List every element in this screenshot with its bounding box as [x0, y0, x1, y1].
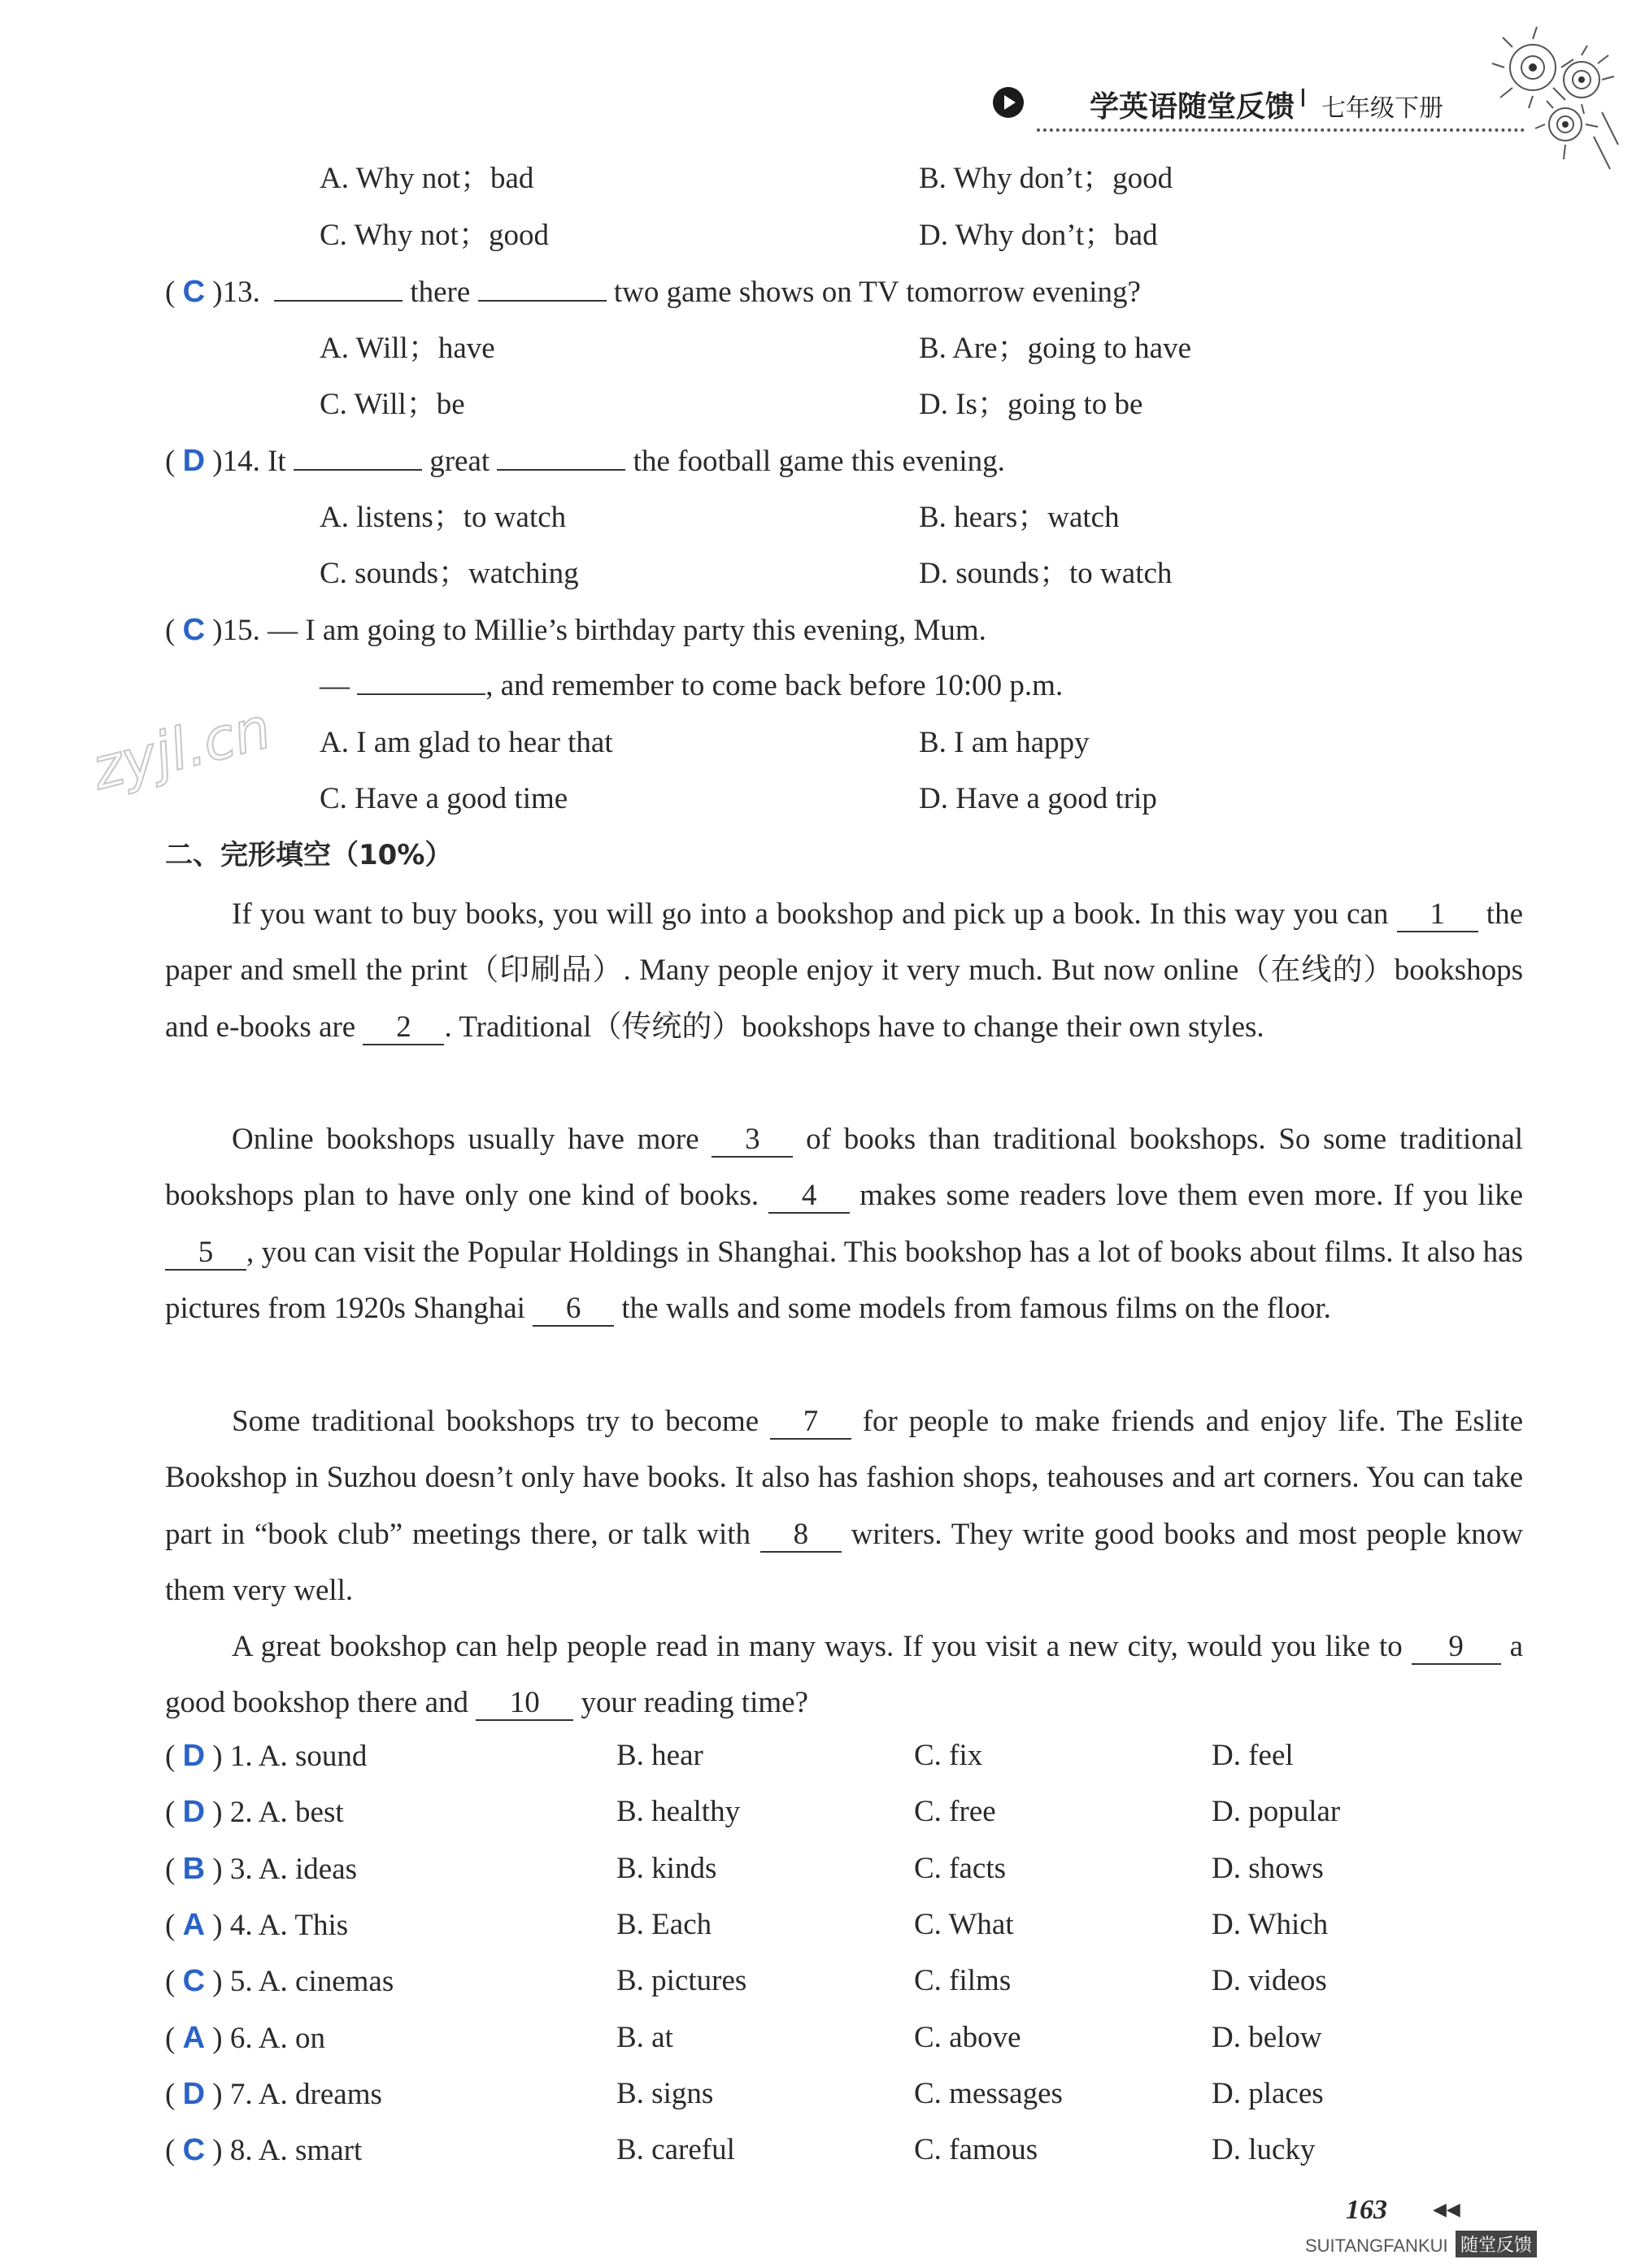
cloze-blank-6: 6	[533, 1293, 614, 1327]
sunflower-decoration-icon	[1488, 23, 1626, 177]
passage-paragraph-3: Some traditional bookshops try to become 7 for people to make friends and enjoy life. The Eslite Bookshop in Suzhou doesn’t only have books. It also has fashion shops, teahouses and art corners. You can take part in “book club” meetings there, or talk with 8 writers. They write good books and most people know them very well.	[165, 1405, 1524, 1608]
cloze-blank-8: 8	[760, 1519, 842, 1553]
q15-option-c: C. Have a good time	[320, 782, 568, 815]
page-number: 163	[1346, 2195, 1387, 2225]
cloze-row-4: ( A ) 4. A. This	[165, 1908, 349, 1942]
cloze-answer-3: B	[182, 1852, 206, 1886]
cloze-8-option-d: D. lucky	[1212, 2133, 1316, 2166]
cloze-6-option-c: C. above	[914, 2021, 1021, 2054]
cloze-1-option-d: D. feel	[1212, 1739, 1294, 1772]
q14-option-b: B. hears；watch	[919, 501, 1120, 534]
cloze-row-1: ( D ) 1. A. sound	[165, 1739, 368, 1773]
q14-number: )14. It	[212, 445, 286, 478]
cloze-3-option-d: D. shows	[1212, 1852, 1324, 1885]
passage-paragraph-4: A great bookshop can help people read in many ways. If you visit a new city, would you like to 9 a good bookshop there and 10 your reading time?	[165, 1630, 1524, 1720]
cloze-blank-10: 10	[476, 1687, 573, 1721]
q12-option-b: B. Why don’t；good	[919, 162, 1173, 195]
q15-option-a: A. I am glad to hear that	[320, 726, 613, 759]
title-separator: I	[1299, 85, 1307, 113]
cloze-blank-2: 2	[363, 1011, 444, 1045]
q15-blank	[357, 693, 485, 695]
cloze-4-option-c: C. What	[914, 1908, 1014, 1941]
question-14: ( D )14. It great the football game this evening.	[165, 444, 1005, 478]
cloze-3-option-b: B. kinds	[616, 1852, 717, 1885]
answer-14: D	[182, 444, 206, 478]
q15-reply: — , and remember to come back before 10:00 p.m.	[320, 669, 1064, 702]
answer-13: C	[182, 275, 206, 309]
cloze-1-option-b: B. hear	[616, 1739, 703, 1772]
question-13: ( C )13. there two game shows on TV tomorrow evening?	[165, 275, 1141, 309]
cloze-row-8: ( C ) 8. A. smart	[165, 2133, 363, 2167]
cloze-blank-3: 3	[712, 1123, 793, 1158]
q13-option-c: C. Will；be	[320, 388, 465, 421]
cloze-blank-1: 1	[1397, 898, 1478, 932]
grade-label: 七年级下册	[1321, 94, 1443, 123]
q12-option-a: A. Why not；bad	[320, 162, 534, 195]
cloze-answer-7: D	[182, 2077, 206, 2111]
cloze-answer-8: C	[182, 2133, 206, 2167]
cloze-5-option-d: D. videos	[1212, 1964, 1327, 1997]
cloze-answer-5: C	[182, 1964, 206, 1998]
cloze-answer-1: D	[182, 1739, 206, 1773]
q12-option-c: C. Why not；good	[320, 219, 549, 252]
q15-number: )15.	[212, 614, 260, 647]
cloze-7-option-b: B. signs	[616, 2077, 714, 2110]
q15-option-d: D. Have a good trip	[919, 782, 1157, 815]
q13-number: )13.	[212, 276, 260, 309]
cloze-5-option-c: C. films	[914, 1964, 1012, 1997]
q13-option-a: A. Will；have	[320, 332, 495, 365]
cloze-answer-6: A	[182, 2021, 206, 2055]
q14-option-a: A. listens；to watch	[320, 501, 567, 534]
q14-blank-2	[497, 469, 625, 471]
cloze-7-option-c: C. messages	[914, 2077, 1063, 2110]
q14-blank-1	[294, 469, 422, 471]
q15-option-b: B. I am happy	[919, 726, 1090, 759]
cloze-row-7: ( D ) 7. A. dreams	[165, 2077, 382, 2111]
cloze-2-option-c: C. free	[914, 1795, 996, 1828]
cloze-row-5: ( C ) 5. A. cinemas	[165, 1964, 394, 1998]
cloze-row-6: ( A ) 6. A. on	[165, 2021, 326, 2055]
cloze-6-option-b: B. at	[616, 2021, 673, 2054]
cloze-row-2: ( D ) 2. A. best	[165, 1795, 344, 1829]
cloze-blank-5: 5	[165, 1236, 246, 1271]
q13-blank-2	[478, 300, 607, 302]
passage-paragraph-1: If you want to buy books, you will go into a bookshop and pick up a book. In this way you can 1 the paper and smell the print（印刷品）. Many people enjoy it very much. But now online（在线的）bookshops and e-books are 2 . Traditional（传统的）bookshops have to change their own styles.	[165, 897, 1523, 1044]
cloze-6-option-d: D. below	[1212, 2021, 1322, 2054]
footer-brand-cn: 随堂反馈	[1456, 2231, 1537, 2257]
cloze-8-option-c: C. famous	[914, 2133, 1038, 2166]
section-heading: 二、完形填空（10%）	[165, 839, 453, 871]
cloze-2-option-d: D. popular	[1212, 1795, 1341, 1828]
cloze-answer-4: A	[182, 1908, 206, 1942]
cloze-2-option-b: B. healthy	[616, 1795, 741, 1828]
q13-option-d: D. Is；going to be	[919, 388, 1143, 421]
footer-brand-en: SUITANGFANKUI	[1305, 2235, 1448, 2256]
watermark: zyjl.cn	[85, 694, 277, 803]
q12-option-d: D. Why don’t；bad	[919, 219, 1158, 252]
cloze-blank-7: 7	[770, 1406, 851, 1440]
header-dotted-rule	[1037, 128, 1525, 132]
answer-15: C	[182, 613, 206, 647]
cloze-8-option-b: B. careful	[616, 2133, 735, 2166]
passage-paragraph-2: Online bookshops usually have more 3 of books than traditional bookshops. So some traditional bookshops plan to have only one kind of books. 4 makes some readers love them even more. If you like 5 , you can visit the Popular Holdings in Shanghai. This bookshop has a lot of books about films. It also has pictures from 1920s Shanghai 6 the walls and some models from famous films on the floor.	[165, 1123, 1524, 1326]
q14-option-d: D. sounds；to watch	[919, 557, 1173, 590]
cloze-7-option-d: D. places	[1212, 2077, 1324, 2110]
cloze-blank-4: 4	[768, 1180, 850, 1214]
q13-blank-1	[274, 300, 403, 302]
play-icon	[992, 86, 1025, 119]
cloze-5-option-b: B. pictures	[616, 1964, 747, 1997]
q13-option-b: B. Are；going to have	[919, 332, 1192, 365]
cloze-row-3: ( B ) 3. A. ideas	[165, 1852, 358, 1886]
cloze-1-option-c: C. fix	[914, 1739, 983, 1772]
cloze-blank-9: 9	[1412, 1631, 1501, 1665]
cloze-3-option-c: C. facts	[914, 1852, 1007, 1885]
rewind-icon: ◀◀	[1433, 2199, 1460, 2219]
question-15: ( C )15. — I am going to Millie’s birthday party this evening, Mum.	[165, 613, 986, 647]
q14-option-c: C. sounds；watching	[320, 557, 579, 590]
cloze-4-option-d: D. Which	[1212, 1908, 1329, 1941]
cloze-answer-2: D	[182, 1795, 206, 1829]
book-title: 学英语随堂反馈	[1090, 90, 1295, 124]
cloze-4-option-b: B. Each	[616, 1908, 712, 1941]
